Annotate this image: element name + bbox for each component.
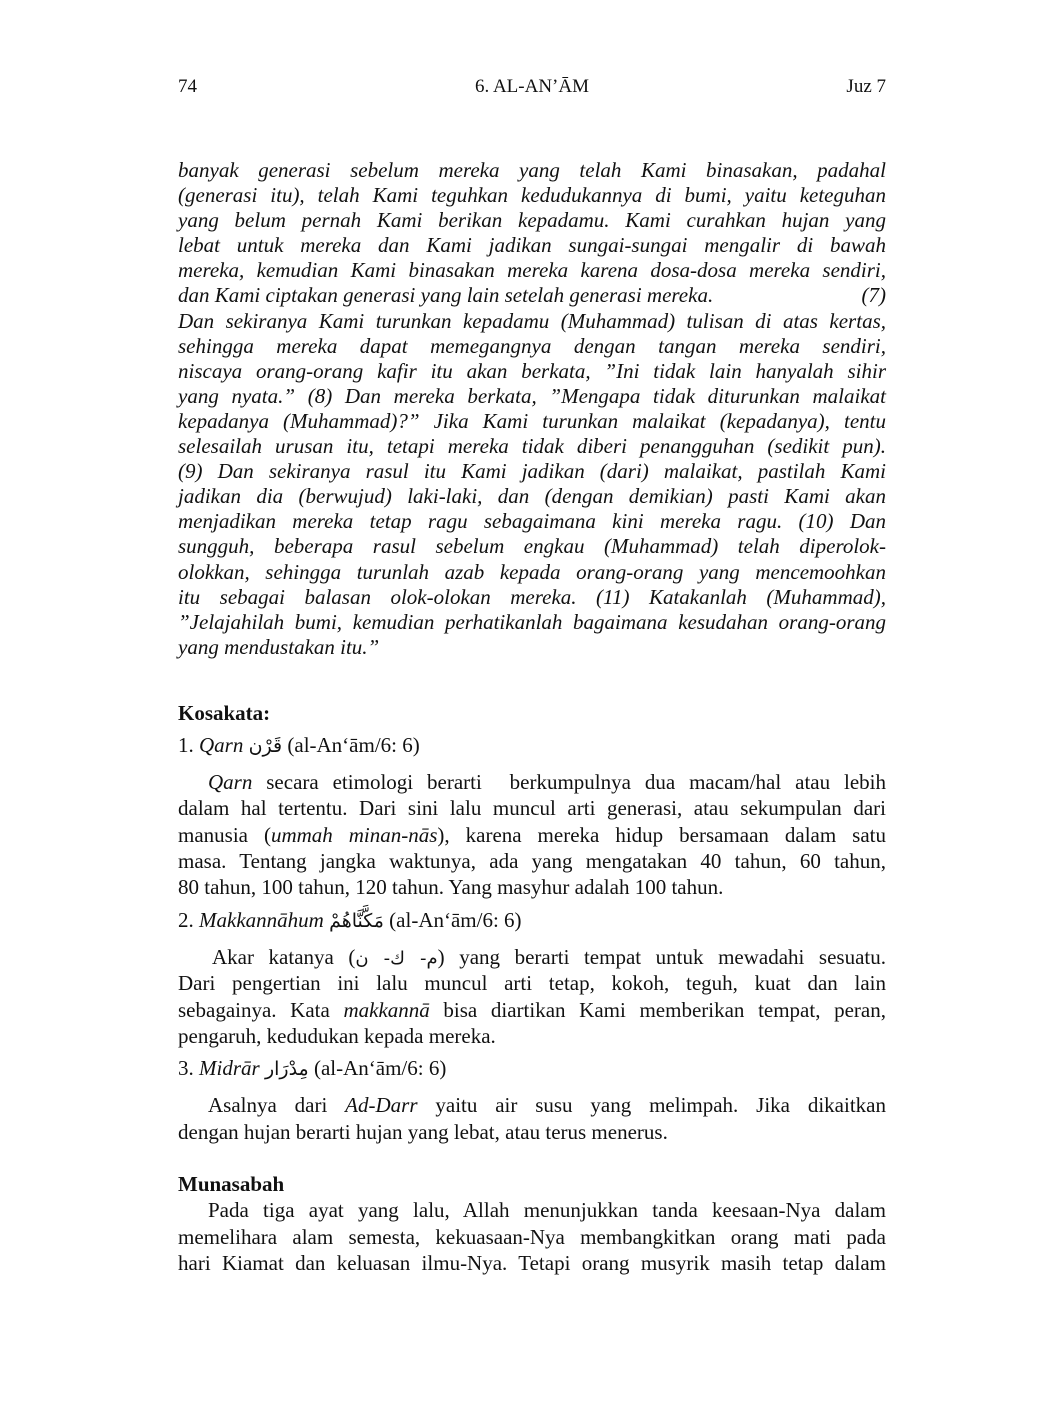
- translation-line: yang mendustakan itu.”: [178, 634, 380, 659]
- paragraph-line: masa. Tentang jangka waktunya, ada yang mengatakan 40 tahun, 60 tahun,: [178, 849, 886, 874]
- surah-title: 6. AL-AN’ĀM: [475, 76, 589, 97]
- vocab-reference: (al-An‘ām/6: 6): [287, 732, 420, 757]
- page-content: [178, 158, 886, 1276]
- vocab-number: 2.: [178, 907, 194, 932]
- translation-line-text: dan Kami ciptakan generasi yang lain setelah generasi mereka.: [178, 283, 714, 308]
- translation-line: [178, 283, 886, 308]
- vocab-term-2: [178, 907, 886, 934]
- vocab-explanation-2: [178, 944, 886, 1050]
- vocab-reference: (al-An‘ām/6: 6): [313, 1056, 447, 1081]
- paragraph-line: Qarn secara etimologi berarti berkumpulnya dua macam/hal atau lebih: [208, 769, 886, 794]
- munasabah-heading: Munasabah: [178, 1172, 285, 1197]
- translation-line: yang belum pernah Kami berikan kepadamu. Kami curahkan hujan yang: [178, 208, 886, 233]
- page-header: [178, 76, 886, 102]
- vocab-reference: (al-An‘ām/6: 6): [389, 907, 522, 932]
- translation-line: olokkan, sehingga turunlah azab kepada orang-orang yang mencemoohkan: [178, 559, 886, 584]
- kosakata-heading: Kosakata:: [178, 700, 271, 725]
- vocab-term: Qarn: [199, 732, 244, 757]
- vocab-explanation-1: [178, 769, 886, 901]
- paragraph-line: hari Kiamat dan keluasan ilmu-Nya. Tetapi orang musyrik masih tetap dalam: [178, 1250, 886, 1275]
- munasabah-paragraph: [178, 1197, 886, 1276]
- paragraph-line: manusia (ummah minan-nās), karena mereka hidup bersamaan dalam satu: [178, 822, 886, 847]
- vocab-arabic: قَرْن: [248, 734, 283, 757]
- paragraph-line: dengan hujan berarti hujan yang lebat, atau terus menerus.: [178, 1119, 668, 1144]
- translation-line: (generasi itu), telah Kami teguhkan kedudukannya di bumi, yaitu keteguhan: [178, 183, 886, 208]
- paragraph-line: Asalnya dari Ad-Darr yaitu air susu yang melimpah. Jika dikaitkan: [208, 1093, 886, 1118]
- vocab-arabic: مِدْرَار: [264, 1058, 309, 1081]
- paragraph-line: Pada tiga ayat yang lalu, Allah menunjukkan tanda keesaan-Nya dalam: [208, 1198, 886, 1223]
- translation-line: jadikan dia (berwujud) laki-laki, dan (dengan demikian) pasti Kami akan: [178, 484, 886, 509]
- paragraph-line: memelihara alam semesta, kekuasaan-Nya membangkitkan orang mati pada: [178, 1224, 886, 1249]
- translation-line: selesailah urusan itu, tetapi mereka tidak diberi penangguhan (sedikit pun).: [178, 434, 886, 459]
- translation-line: (9) Dan sekiranya rasul itu Kami jadikan (dari) malaikat, pastilah Kami: [178, 459, 886, 484]
- translation-line: yang nyata.” (8) Dan mereka berkata, ”Mengapa tidak diturunkan malaikat: [178, 383, 886, 408]
- vocab-number: 3.: [178, 1056, 194, 1081]
- term-italic: Qarn: [208, 769, 253, 794]
- vocab-term-1: [178, 732, 886, 759]
- translation-line: banyak generasi sebelum mereka yang telah Kami binasakan, padahal: [178, 158, 886, 182]
- translation-line: lebat untuk mereka dan Kami jadikan sungai-sungai mengalir di bawah: [178, 233, 886, 258]
- page-number: 74: [178, 76, 197, 97]
- translation-line: sehingga mereka dapat memegangnya dengan tangan mereka sendiri,: [178, 333, 886, 358]
- vocab-term-3: [178, 1055, 886, 1082]
- paragraph-line: 80 tahun, 100 tahun, 120 tahun. Yang masyhur adalah 100 tahun.: [178, 875, 724, 900]
- vocab-number: 1.: [178, 732, 194, 757]
- paragraph-line: Akar katanya (م- ك- ن) yang berarti tempat untuk mewadahi sesuatu.: [212, 944, 886, 969]
- verse-translation: [178, 158, 886, 660]
- translation-line: menjadikan mereka tetap ragu sebagaimana kini mereka ragu. (10) Dan: [178, 509, 886, 534]
- vocab-arabic: مَكَّنَّاهُمْ: [329, 909, 384, 932]
- vocab-term: Midrār: [199, 1056, 260, 1081]
- translation-line: kepadanya (Muhammad)?” Jika Kami turunkan malaikat (kepadanya), tentu: [178, 408, 886, 433]
- translation-line: Dan sekiranya Kami turunkan kepadamu (Muhammad) tulisan di atas kertas,: [178, 308, 886, 333]
- translation-line: niscaya orang-orang kafir itu akan berkata, ”Ini tidak lain hanyalah sihir: [178, 358, 886, 383]
- vocab-explanation-3: [178, 1092, 886, 1145]
- translation-line: mereka, kemudian Kami binasakan mereka karena dosa-dosa mereka sendiri,: [178, 258, 886, 283]
- paragraph-line: Dari pengertian ini lalu muncul arti tetap, kokoh, teguh, kuat dan lain: [178, 971, 886, 996]
- vocab-term: Makkannāhum: [199, 907, 324, 932]
- translation-line: sungguh, beberapa rasul sebelum engkau (Muhammad) telah diperolok-: [178, 534, 886, 559]
- ayah-number: (7): [861, 283, 886, 308]
- juz-label: Juz 7: [846, 76, 886, 97]
- paragraph-line: sebagainya. Kata makkannā bisa diartikan Kami memberikan tempat, peran,: [178, 997, 886, 1022]
- translation-line: ”Jelajahilah bumi, kemudian perhatikanlah bagaimana kesudahan orang-orang: [178, 609, 886, 634]
- translation-line: itu sebagai balasan olok-olokan mereka. (11) Katakanlah (Muhammad),: [178, 584, 886, 609]
- paragraph-line: pengaruh, kedudukan kepada mereka.: [178, 1024, 496, 1048]
- paragraph-line: dalam hal tertentu. Dari sini lalu muncul arti generasi, atau sekumpulan dari: [178, 796, 886, 821]
